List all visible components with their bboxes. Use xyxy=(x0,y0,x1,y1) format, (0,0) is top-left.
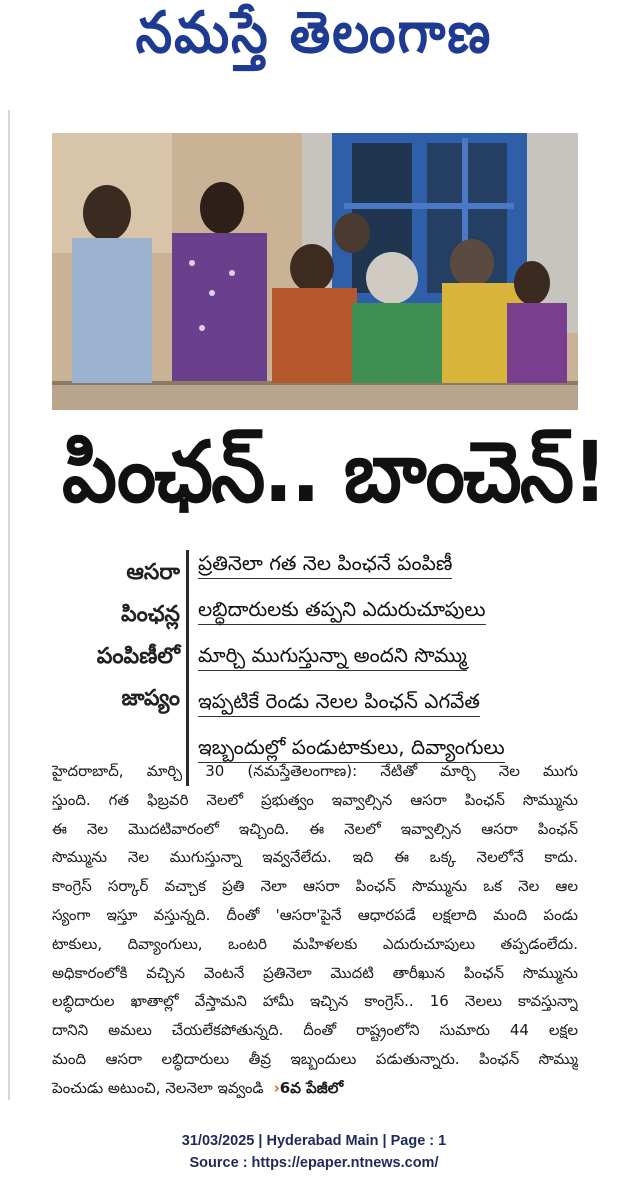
kicker-line: పంపిణీలో xyxy=(96,644,180,669)
body-line: అధికారంలోకి వచ్చిన వెంటనే ప్రతినెలా మొదటి తారీఖున పింఛన్ సొమ్మును xyxy=(52,963,578,982)
masthead-title: నమస్తే తెలంగాణ xyxy=(135,0,493,67)
body-line: కాంగ్రెస్ సర్కార్ వచ్చాక ప్రతి నెలా ఆసరా పింఛన్ సొమ్మును ఒక నెల ఆల xyxy=(52,877,578,896)
page-margin-rule xyxy=(8,110,10,1100)
body-last-line xyxy=(52,1074,578,1103)
kicker-line: పింఛన్ల xyxy=(121,602,180,627)
body-line: స్తుంది. గత ఫిబ్రవరి నెలలో ప్రభుత్వం ఇవ్వాల్సిన ఆసరా పింఛన్ సొమ్మును xyxy=(52,790,578,809)
article-body xyxy=(52,757,578,1103)
highlight-line: లబ్ధిదారులకు తప్పని ఎదురుచూపులు xyxy=(198,594,486,625)
kicker-divider xyxy=(186,550,189,786)
body-line: సొమ్మును నెల ముగుస్తున్నా ఇవ్వనేలేదు. ఇది ఈ ఒక్క నెలలోనే కాదు. xyxy=(52,848,578,867)
body-line: హైదరాబాద్, మార్చి 30 (నమస్తేతెలంగాణ): నేటితో మార్చి నెల ముగు xyxy=(52,762,578,780)
kicker-line: జాప్యం xyxy=(121,686,180,711)
highlight-line: మార్చి ముగుస్తున్నా అందని సొమ్ము xyxy=(198,640,467,671)
highlight-line: ప్రతినెలా గత నెల పింఛనే పంపిణీ xyxy=(198,548,452,579)
source-info[interactable]: Source : https://epaper.ntnews.com/ xyxy=(189,1155,439,1171)
body-line: దానిని అమలు చేయలేకపోతున్నది. దీంతో రాష్ట్రంలోని సుమారు 44 లక్షల xyxy=(52,1021,578,1040)
kicker-line: ఆసరా xyxy=(126,560,180,585)
highlight-line: ఇబ్బందుల్లో పండుటాకులు, దివ్యాంగులు xyxy=(198,732,505,763)
highlight-line: ఇప్పటికే రెండు నెలల పింఛన్ ఎగవేత xyxy=(198,686,480,717)
news-photo xyxy=(52,133,578,410)
jump-arrow-icon: › xyxy=(268,1078,280,1097)
article-highlights xyxy=(198,548,598,778)
body-line: లబ్ధిదారుల ఖాతాల్లో వేస్తామని హామీ ఇచ్చిన కాంగ్రెస్.. 16 నెలలు కావస్తున్నా xyxy=(52,992,578,1011)
body-line: ఈ నెల మొదటివారంలో ఇచ్చింది. ఈ నెలలో ఇవ్వాల్సిన ఆసరా పింఛన్ xyxy=(52,819,578,838)
body-line: స్యంగా ఇస్తూ వస్తున్నది. దీంతో 'ఆసరా'పైనే ఆధారపడే లక్షలాది మంది పండు xyxy=(52,905,578,924)
continued-on-page-link[interactable]: 6వ పేజీలో xyxy=(279,1078,344,1097)
body-line: పెంచుడు అటుంచి, నెలనెలా ఇవ్వండి xyxy=(52,1078,264,1097)
masthead xyxy=(0,0,628,100)
page-footer xyxy=(0,1130,628,1174)
body-line: మంది ఆసరా లబ్ధిదారులు తీవ్ర ఇబ్బందులు పడుతున్నారు. పింఛన్ సొమ్ము xyxy=(52,1049,578,1068)
edition-info: 31/03/2025 | Hyderabad Main | Page : 1 xyxy=(181,1133,447,1149)
article-headline: పింఛన్.. బాంచెన్! xyxy=(62,423,606,521)
body-line: టాకులు, దివ్యాంగులు, ఒంటరి మహిళలకు ఎదురుచూపులు తప్పడంలేదు. xyxy=(52,934,578,953)
article-kicker xyxy=(40,552,180,720)
